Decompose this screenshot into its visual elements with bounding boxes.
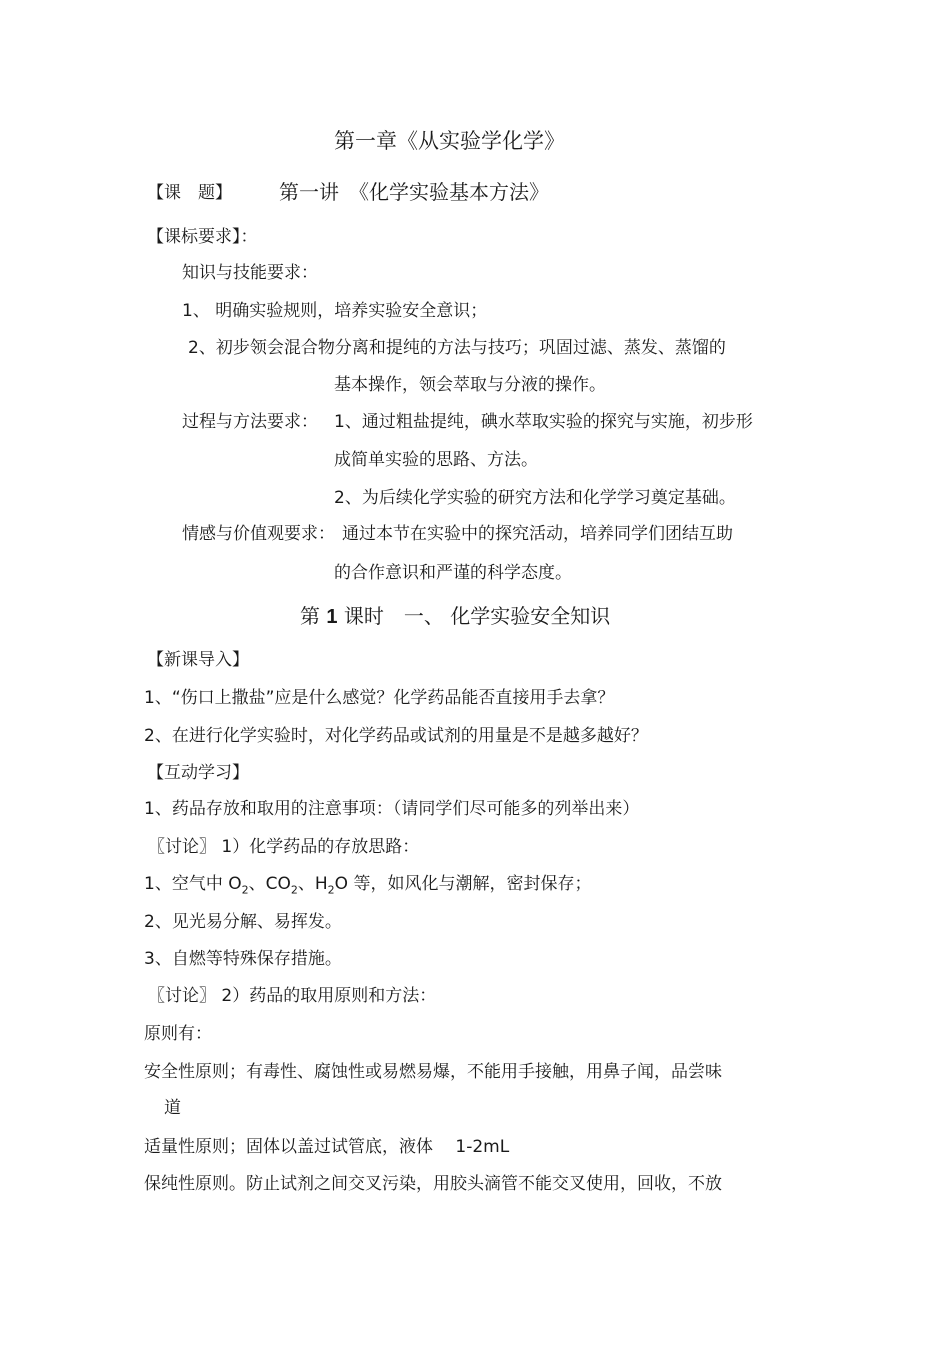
knowledge-item-2: 2、初步领会混合物分离和提纯的方法与技巧；巩固过滤、蒸发、蒸馏的 [188, 338, 726, 358]
safety-principle-cont: 道 [164, 1098, 181, 1118]
storage-item-1-h: 、H [297, 874, 328, 894]
intro-tag: 【新课导入】 [147, 650, 249, 670]
lesson-heading [300, 605, 610, 628]
storage-item-1-suffix: O 等，如风化与潮解，密封保存； [334, 874, 592, 894]
h2-subscript: 2 [327, 883, 335, 897]
standards-tag: 【课标要求】： [147, 227, 258, 247]
storage-item-1 [144, 873, 591, 901]
intro-question-1: 1、“伤口上撒盐”应是什么感觉？化学药品能否直接用手去拿？ [144, 688, 615, 708]
knowledge-label: 知识与技能要求： [182, 263, 318, 283]
intro-question-2: 2、在进行化学实验时，对化学药品或试剂的用量是不是越多越好？ [144, 726, 648, 746]
co2-subscript: 2 [290, 883, 298, 897]
lesson-suffix: 课时 一、 化学实验安全知识 [337, 604, 611, 628]
topic-tag: 【课 题】 [147, 183, 232, 203]
purity-principle: 保纯性原则。防止试剂之间交叉污染，用胶头滴管不能交叉使用，回收，不放 [144, 1174, 722, 1194]
o2-subscript: 2 [241, 883, 249, 897]
discussion-1: 〖讨论〗 1）化学药品的存放思路： [148, 837, 420, 857]
knowledge-item-1: 1、 明确实验规则，培养实验安全意识； [182, 301, 488, 321]
amount-principle: 适量性原则；固体以盖过试管底，液体 1-2mL [144, 1137, 510, 1157]
lesson-prefix: 第 [300, 604, 327, 628]
topic-title: 第一讲 《化学实验基本方法》 [279, 180, 549, 204]
knowledge-item-2-cont: 基本操作，领会萃取与分液的操作。 [334, 375, 606, 395]
emotion-item: 通过本节在实验中的探究活动，培养同学们团结互助 [342, 524, 733, 544]
storage-item-2: 2、见光易分解、易挥发。 [144, 912, 342, 932]
interactive-item-1: 1、药品存放和取用的注意事项：（请同学们尽可能多的列举出来） [144, 799, 640, 819]
discussion-2: 〖讨论〗 2）药品的取用原则和方法： [148, 986, 437, 1006]
process-item-1-cont: 成简单实验的思路、方法。 [334, 450, 538, 470]
interactive-tag: 【互动学习】 [147, 763, 249, 783]
lesson-number: 1 [326, 606, 338, 628]
emotion-label: 情感与价值观要求： [182, 524, 335, 544]
process-item-1: 1、通过粗盐提纯，碘水萃取实验的探究与实施，初步形 [334, 412, 753, 432]
storage-item-1-co: 、CO [248, 874, 291, 894]
chapter-title: 第一章《从实验学化学》 [334, 129, 565, 153]
process-label: 过程与方法要求： [182, 412, 318, 432]
principles-label: 原则有： [144, 1024, 212, 1044]
process-item-2: 2、为后续化学实验的研究方法和化学学习奠定基础。 [334, 488, 736, 508]
storage-item-3: 3、自燃等特殊保存措施。 [144, 949, 342, 969]
emotion-item-cont: 的合作意识和严谨的科学态度。 [334, 563, 572, 583]
safety-principle: 安全性原则；有毒性、腐蚀性或易燃易爆，不能用手接触，用鼻子闻，品尝味 [144, 1062, 722, 1082]
storage-item-1-prefix: 1、空气中 O [144, 874, 242, 894]
